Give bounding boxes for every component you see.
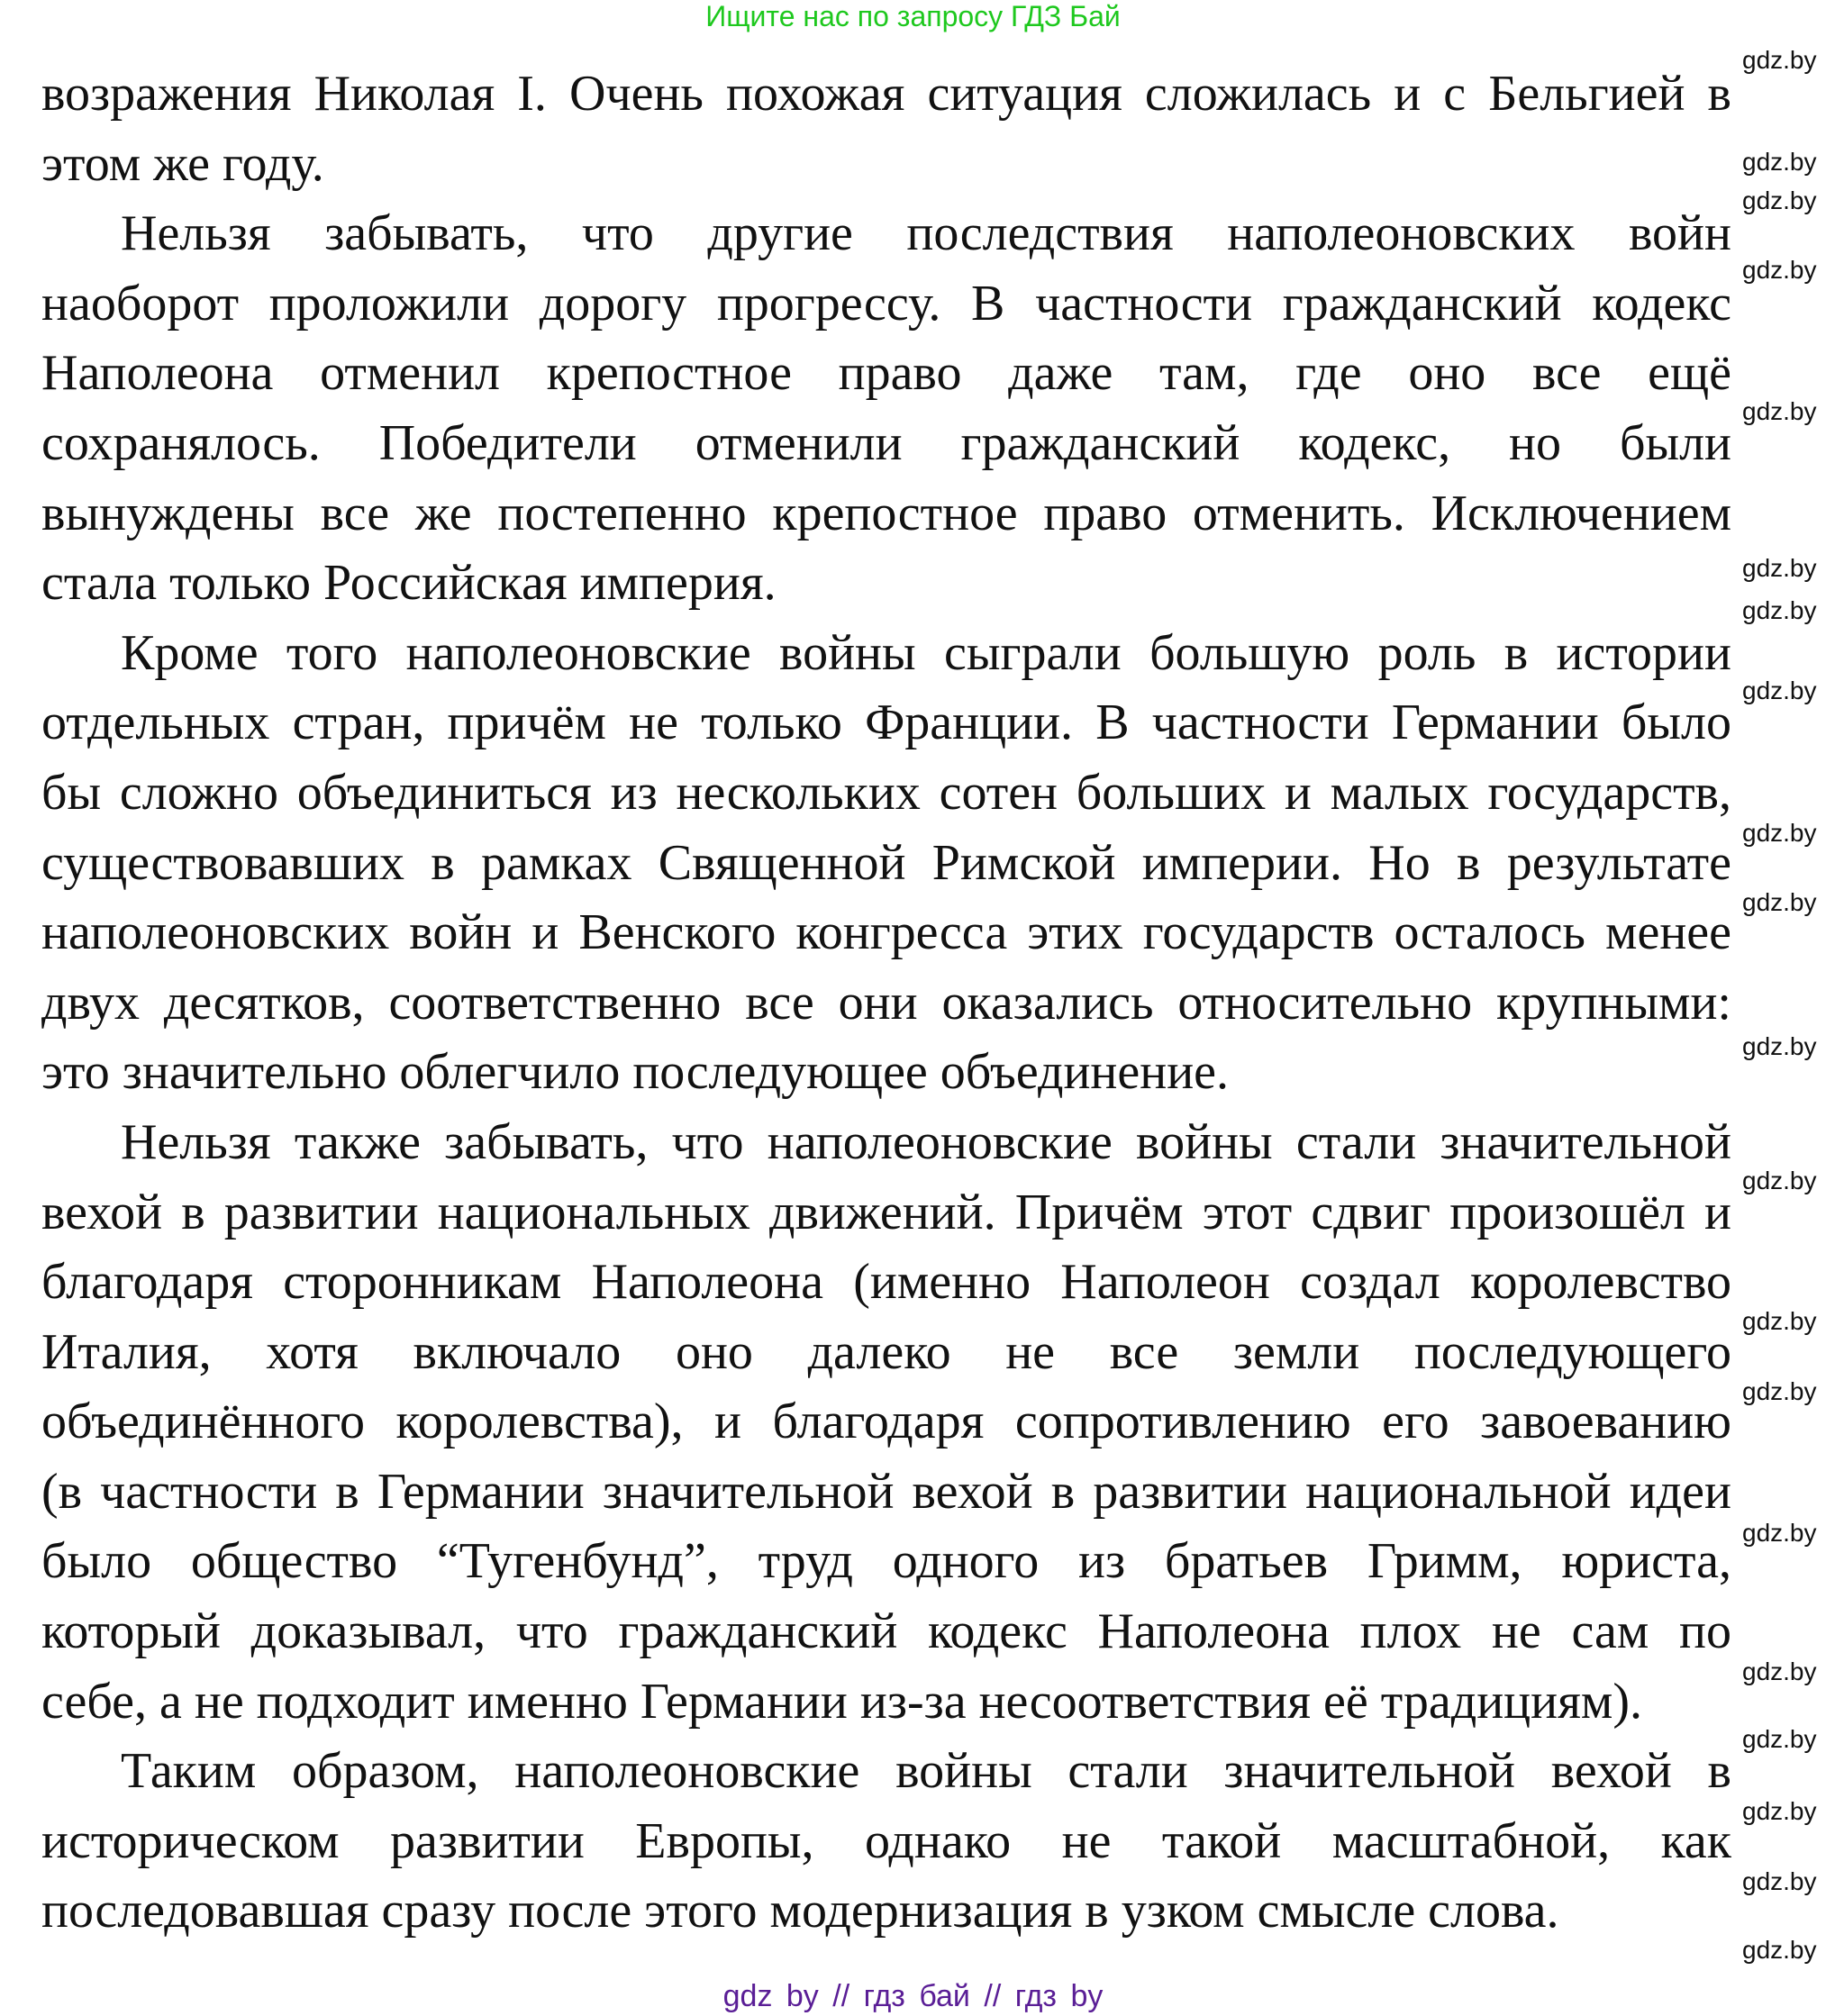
watermark-text: gdz.by (1742, 148, 1817, 176)
paragraph (41, 1737, 1731, 1947)
paragraph (41, 59, 1731, 199)
text-line: Нельзя забывать, что другие последствия наполеоновских войн (121, 205, 1731, 262)
text-line: Нельзя также забывать, что наполеоновские войны стали значительной (121, 1113, 1731, 1170)
watermark-text: gdz.by (1742, 1377, 1817, 1405)
text-line: существовавших в рамках Священной Римской империи. Но в результате (41, 834, 1731, 891)
text-line: отдельных стран, причём не только Франции. В частности Германии было (41, 695, 1731, 751)
text-line: последовавшая сразу после этого модернизация в узком смысле слова. (41, 1883, 1559, 1939)
watermark-text: gdz.by (1742, 1936, 1817, 1964)
watermark-text: gdz.by (1742, 397, 1817, 425)
watermark-text: gdz.by (1742, 1032, 1817, 1060)
watermark-text: gdz.by (1742, 596, 1817, 624)
text-line: Наполеона отменил крепостное право даже там, где оно все ещё (41, 345, 1731, 402)
text-line: Кроме того наполеоновские войны сыграли большую роль в истории (121, 624, 1731, 681)
text-line: наполеоновских войн и Венского конгресса этих государств осталось менее (41, 904, 1731, 961)
text-line: двух десятков, соответственно все они оказались относительно крупными: (41, 974, 1731, 1031)
text-line: который доказывал, что гражданский кодекс Наполеона плох не сам по (41, 1603, 1731, 1660)
text-line: Италия, хотя включало оно далеко не все земли последующего (41, 1323, 1731, 1380)
watermark-text: gdz.by (1742, 1519, 1817, 1547)
text-line: вехой в развитии национальных движений. Причём этот сдвиг произошёл и (41, 1184, 1731, 1240)
text-line: историческом развитии Европы, однако не такой масштабной, как (41, 1812, 1731, 1869)
paragraph (41, 1108, 1731, 1737)
search-hint-banner: Ищите нас по запросу ГДЗ Бай (705, 0, 1121, 32)
paragraph (41, 619, 1731, 1108)
watermark-text: gdz.by (1742, 819, 1817, 847)
text-line: было общество “Тугенбунд”, труд одного из братьев Гримм, юриста, (41, 1533, 1731, 1590)
text-line: это значительно облегчило последующее объединение. (41, 1044, 1230, 1101)
watermark-text: gdz.by (1742, 1167, 1817, 1194)
text-line: благодаря сторонникам Наполеона (именно Наполеон создал королевство (41, 1254, 1731, 1311)
text-line: объединённого королевства), и благодаря сопротивлению его завоеванию (41, 1394, 1731, 1450)
text-line: этом же году. (41, 135, 324, 192)
watermark-text: gdz.by (1742, 677, 1817, 704)
watermark-text: gdz.by (1742, 1797, 1817, 1825)
text-line: возражения Николая I. Очень похожая ситуация сложилась и с Бельгией в (41, 66, 1731, 122)
watermark-text: gdz.by (1742, 1725, 1817, 1753)
text-line: стала только Российская империя. (41, 555, 777, 612)
footer-links: gdz by // гдз бай // гдз by (722, 1979, 1104, 2013)
text-line: Таким образом, наполеоновские войны стали значительной вехой в (121, 1743, 1731, 1800)
text-line: вынуждены все же постепенно крепостное право отменить. Исключением (41, 485, 1731, 541)
paragraph (41, 199, 1731, 619)
text-line: бы сложно объединиться из нескольких сотен больших и малых государств, (41, 764, 1731, 821)
text-line: себе, а не подходит именно Германии из-за несоответствия её традициям). (41, 1673, 1642, 1730)
watermark-text: gdz.by (1742, 256, 1817, 284)
watermark-text: gdz.by (1742, 888, 1817, 916)
watermark-text: gdz.by (1742, 1657, 1817, 1685)
watermark-text: gdz.by (1742, 1307, 1817, 1335)
watermark-text: gdz.by (1742, 46, 1817, 74)
document-body (41, 59, 1731, 1947)
watermark-text: gdz.by (1742, 186, 1817, 214)
text-line: (в частности в Германии значительной вехой в развитии национальной идеи (41, 1463, 1731, 1520)
watermark-text: gdz.by (1742, 554, 1817, 582)
text-line: сохранялось. Победители отменили гражданский кодекс, но были (41, 414, 1731, 471)
text-line: наоборот проложили дорогу прогрессу. В частности гражданский кодекс (41, 275, 1731, 331)
watermark-text: gdz.by (1742, 1867, 1817, 1895)
